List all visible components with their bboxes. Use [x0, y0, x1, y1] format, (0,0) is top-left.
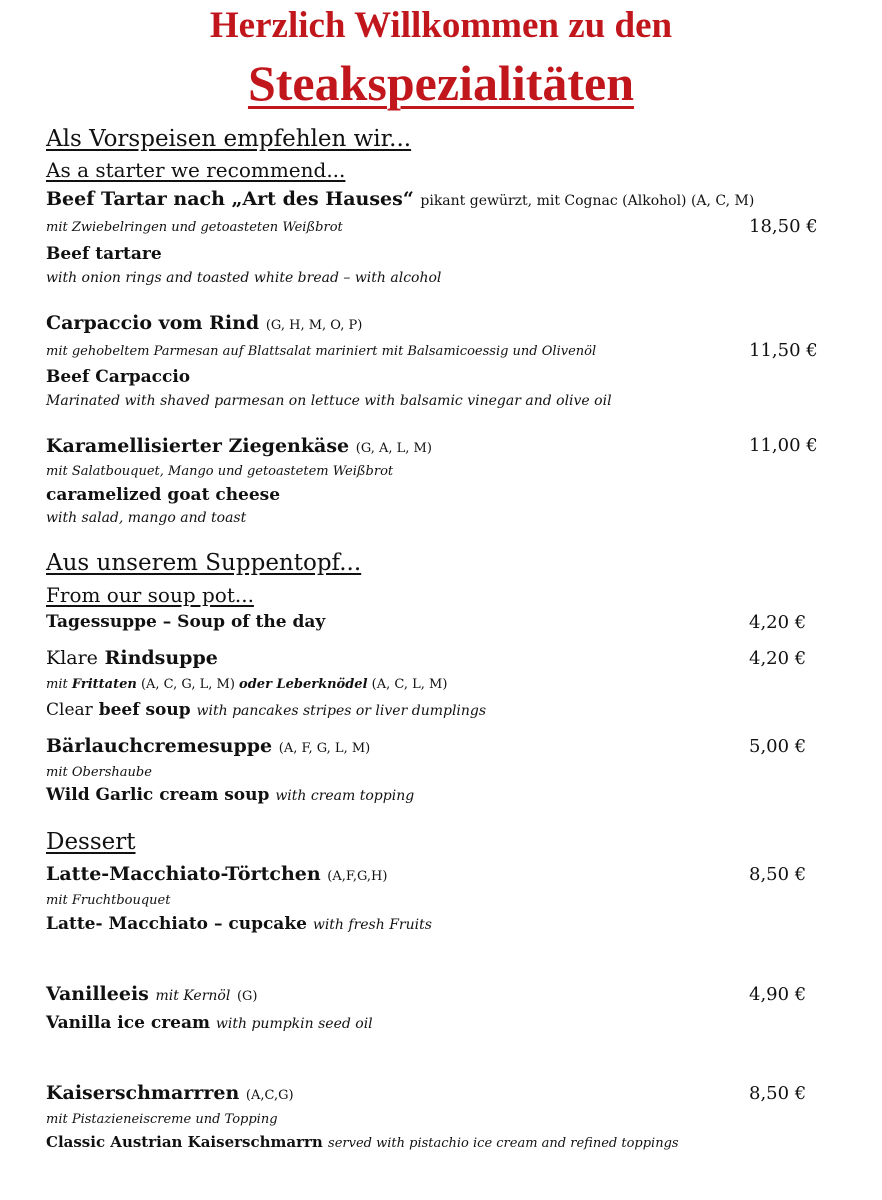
dish-note: mit Kernöl	[155, 988, 231, 1004]
en-main: Wild Garlic cream soup	[46, 785, 270, 805]
desc-option-1: Frittaten	[71, 677, 137, 692]
desc-prefix: mit	[46, 677, 68, 692]
starters-heading-de: Als Vorspeisen empfehlen wir...	[46, 126, 412, 152]
dish-desc-en: served with pistachio ice cream and refined toppings	[328, 1136, 679, 1151]
dish-name: Bärlauchcremesuppe	[46, 735, 273, 757]
dish-desc-de: mit Pistazieneiscreme und Topping	[46, 1112, 278, 1127]
allergen-codes: (G, H, M, O, P)	[265, 318, 363, 333]
soups-heading-en: From our soup pot...	[46, 583, 254, 607]
dish-desc-de	[46, 677, 447, 692]
dish-name-soup-of-day: Tagessuppe – Soup of the day	[46, 612, 326, 632]
price-goat-cheese: 11,00 €	[749, 435, 818, 456]
dish-desc-de: mit Fruchtbouquet	[46, 893, 171, 908]
price-carpaccio: 11,50 €	[749, 340, 818, 361]
dish-name: Carpaccio vom Rind	[46, 312, 260, 334]
allergen-codes: (G, A, L, M)	[355, 441, 432, 456]
dish-desc-en: with pancakes stripes or liver dumplings	[196, 703, 487, 719]
dish-name: Rindsuppe	[104, 647, 218, 669]
price-garlic-soup: 5,00 €	[749, 736, 807, 757]
dish-name-en	[46, 1013, 373, 1033]
allergen-codes: (A, C, L, M)	[371, 677, 448, 692]
dish-name-beef-tartar	[46, 188, 754, 210]
dish-name-kaiserschmarrn	[46, 1082, 294, 1104]
en-main: Latte- Macchiato – cupcake	[46, 914, 307, 934]
price-beef-tartar: 18,50 €	[749, 216, 818, 237]
dish-name: Karamellisierter Ziegenkäse	[46, 435, 350, 457]
dish-name-prefix: Klare	[46, 647, 98, 669]
allergen-codes: (A,C,G)	[245, 1088, 294, 1103]
page-title: Steakspezialitäten	[247, 55, 635, 111]
dish-desc-en: with cream topping	[275, 788, 415, 804]
dish-name-latte-cake	[46, 863, 387, 885]
starters-heading-en: As a starter we recommend...	[46, 158, 346, 182]
price-soup-of-day: 4,20 €	[749, 612, 807, 633]
dish-name-en: Beef Carpaccio	[46, 367, 191, 387]
soups-heading-de: Aus unserem Suppentopf...	[46, 550, 362, 576]
dish-desc-en: with onion rings and toasted white bread – with alcohol	[46, 270, 442, 286]
dish-name: Kaiserschmarrren	[46, 1082, 240, 1104]
en-main: beef soup	[98, 700, 191, 720]
allergen-codes: (A, F, G, L, M)	[278, 741, 371, 756]
price-vanilla: 4,90 €	[749, 984, 807, 1005]
dish-name-en	[46, 700, 486, 720]
price-beef-soup: 4,20 €	[749, 648, 807, 669]
en-main: Vanilla ice cream	[46, 1013, 210, 1033]
dish-desc-en: with pumpkin seed oil	[215, 1016, 373, 1032]
dish-desc-en: with fresh Fruits	[312, 917, 432, 933]
allergen-codes: (G)	[236, 989, 258, 1004]
allergen-codes: (A,F,G,H)	[327, 869, 388, 884]
dish-name-carpaccio	[46, 312, 362, 334]
dish-name-en	[46, 785, 414, 805]
allergen-codes: (A, C, G, L, M)	[140, 677, 235, 692]
dish-name-en	[46, 1133, 679, 1151]
dish-name-en: caramelized goat cheese	[46, 485, 281, 505]
dish-desc-de: mit Salatbouquet, Mango und getoastetem Weißbrot	[46, 464, 394, 479]
dish-name-vanilla	[46, 983, 257, 1005]
dish-desc-en: with salad, mango and toast	[46, 510, 247, 526]
dish-name: Latte-Macchiato-Törtchen	[46, 863, 321, 885]
dish-desc-de: mit gehobeltem Parmesan auf Blattsalat mariniert mit Balsamicoessig und Olivenöl	[46, 344, 597, 359]
dish-name-en: Beef tartare	[46, 244, 162, 264]
dish-name: Beef Tartar nach „Art des Hauses“	[46, 188, 414, 210]
welcome-heading: Herzlich Willkommen zu den	[209, 5, 673, 46]
dish-desc-de: mit Obershaube	[46, 765, 152, 780]
dish-desc-de: mit Zwiebelringen und getoasteten Weißbrot	[46, 220, 343, 235]
dish-name-goat-cheese	[46, 435, 432, 457]
dish-name-en	[46, 914, 432, 934]
dessert-heading: Dessert	[46, 829, 136, 855]
desc-option-2: oder Leberknödel	[239, 677, 368, 692]
dish-note: pikant gewürzt, mit Cognac (Alkohol) (A, C, M)	[420, 193, 755, 209]
en-prefix: Clear	[46, 700, 93, 720]
dish-name-beef-soup	[46, 647, 218, 669]
price-kaiserschmarrn: 8,50 €	[749, 1083, 807, 1104]
dish-desc-en: Marinated with shaved parmesan on lettuce with balsamic vinegar and olive oil	[46, 393, 612, 409]
price-latte-cake: 8,50 €	[749, 864, 807, 885]
en-main: Classic Austrian Kaiserschmarrn	[46, 1133, 323, 1151]
dish-name-garlic-soup	[46, 735, 370, 757]
dish-name: Vanilleeis	[46, 983, 149, 1005]
